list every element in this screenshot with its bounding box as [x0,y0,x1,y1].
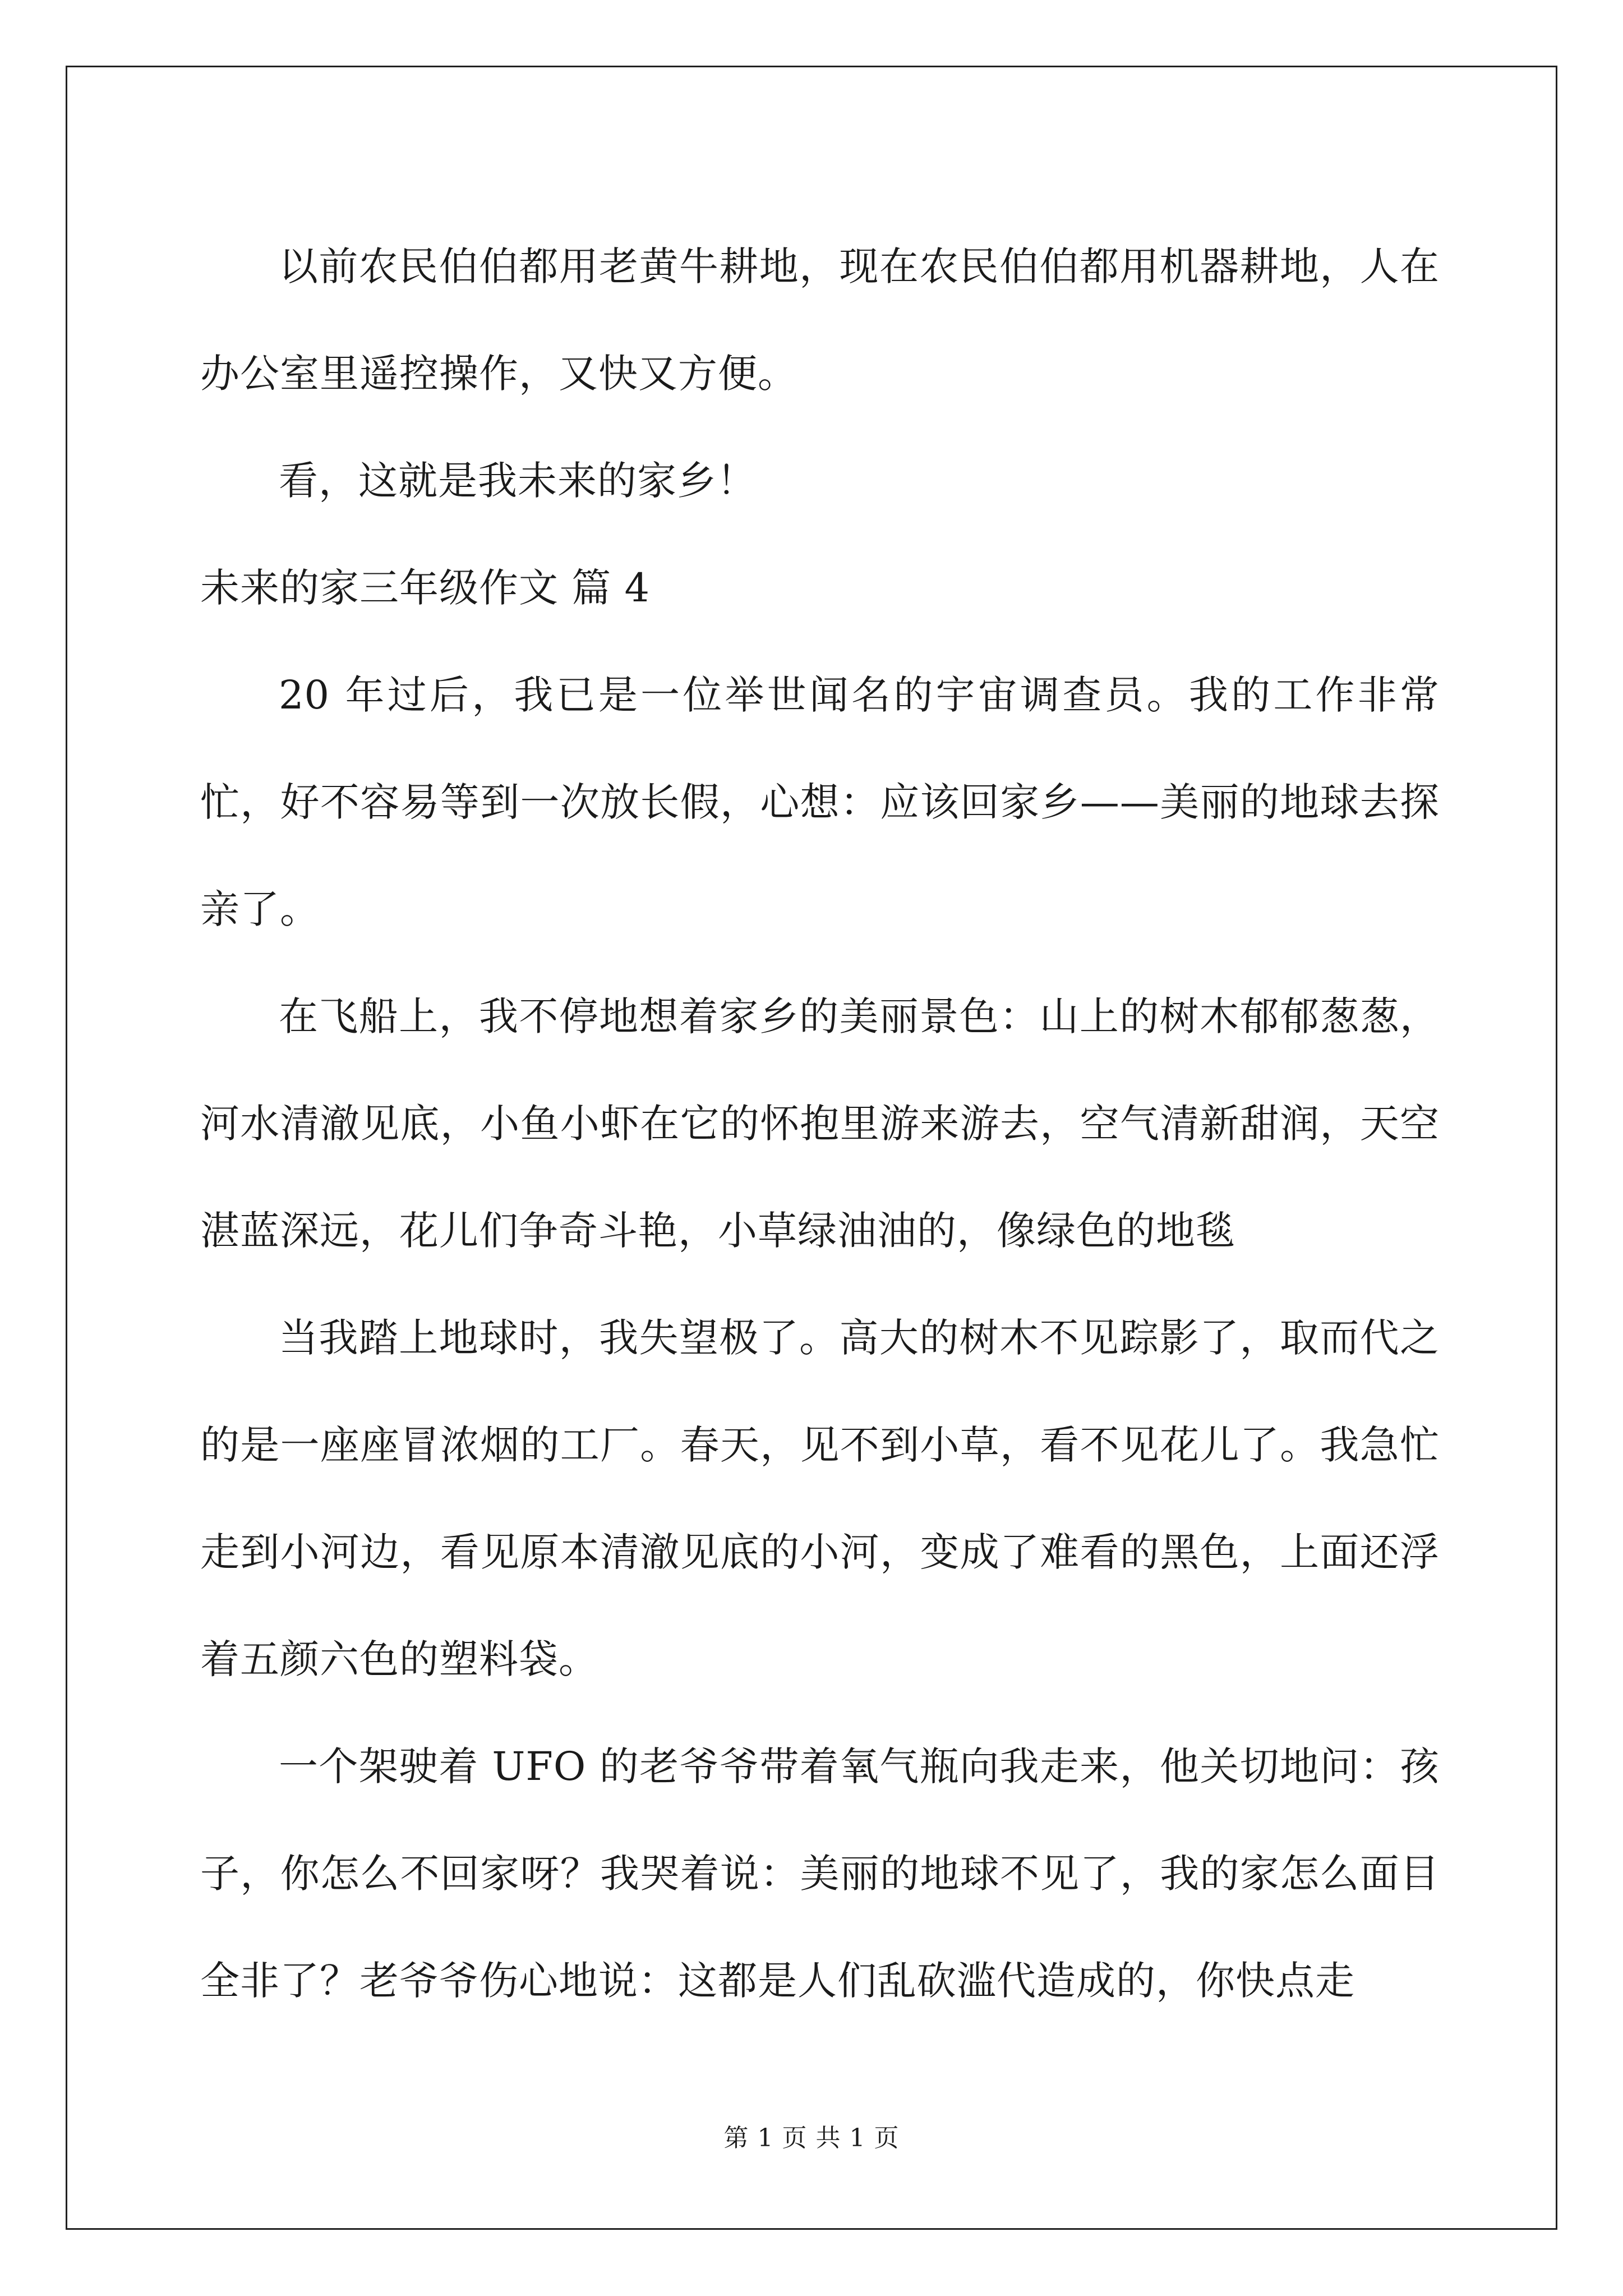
page-footer: 第 1 页 共 1 页 [723,2124,900,2152]
paragraph-section-1: 20 年过后，我已是一位举世闻名的宇宙调查员。我的工作非常忙，好不容易等到一次放长假，心想：应该回家乡——美丽的地球去探亲了。 [200,672,1440,932]
paragraph-section-3: 当我踏上地球时，我失望极了。高大的树木不见踪影了，取而代之的是一座座冒浓烟的工厂。春天，见不到小草，看不见花儿了。我急忙走到小河边，看见原本清澈见底的小河，变成了难看的黑色，上面还浮着五颜六色的塑料袋。 [200,1315,1440,1682]
paragraph-section-4: 一个架驶着 UFO 的老爷爷带着氧气瓶向我走来，他关切地问：孩子，你怎么不回家呀？我哭着说：美丽的地球不见了，我的家怎么面目全非了？老爷爷伤心地说：这都是人们乱砍滥代造成的，你快点走 [200,1743,1440,2004]
paragraph-intro-2: 看，这就是我未来的家乡！ [279,458,757,504]
document-body [200,213,1440,2035]
paragraph-section-2: 在飞船上，我不停地想着家乡的美丽景色：山上的树木郁郁葱葱，河水清澈见底，小鱼小虾在它的怀抱里游来游去，空气清新甜润，天空湛蓝深远，花儿们争奇斗艳，小草绿油油的，像绿色的地毯 [200,993,1440,1254]
paragraph-intro-1: 以前农民伯伯都用老黄牛耕地，现在农民伯伯都用机器耕地，人在办公室里遥控操作，又快又方便。 [200,243,1440,397]
section-title: 未来的家三年级作文 篇 4 [200,565,651,611]
